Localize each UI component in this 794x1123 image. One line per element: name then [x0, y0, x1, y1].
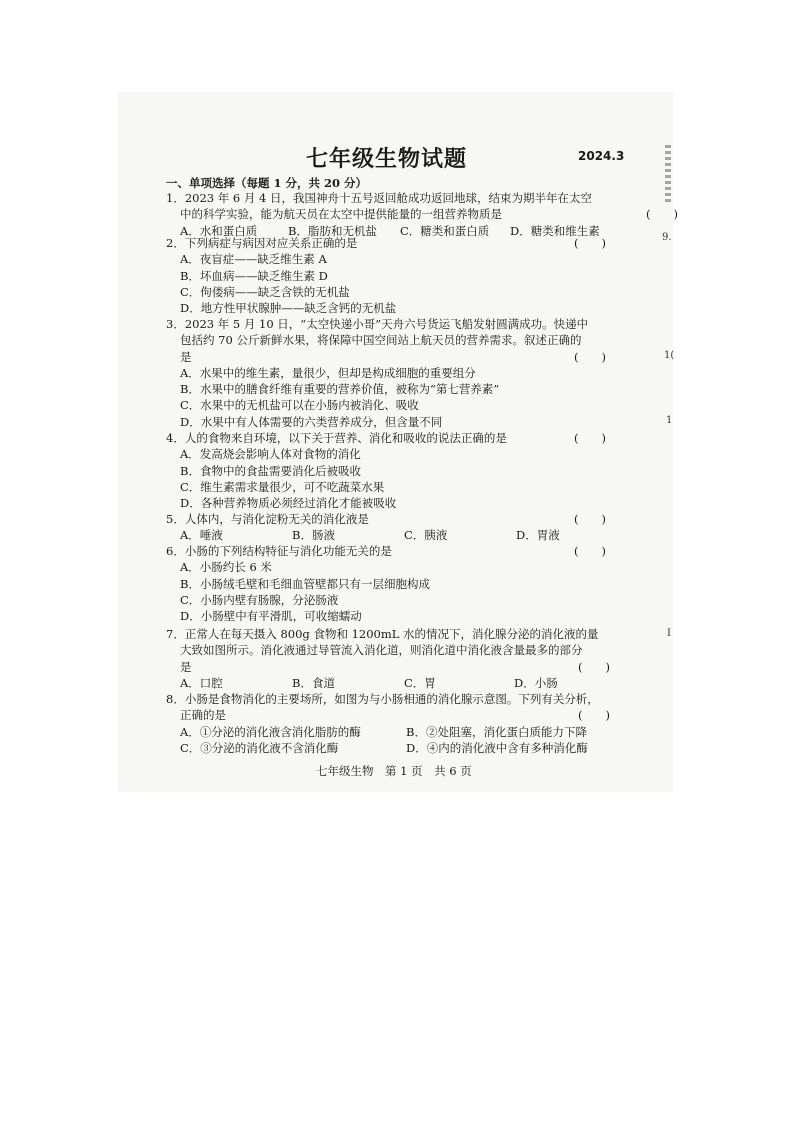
question-stem-line: 7．正常人在每天摄入 800g 食物和 1200mL 水的情况下，消化腺分泌的消化液的量 — [166, 627, 599, 641]
option-c: C．佝偻病——缺乏含铁的无机盐 — [180, 284, 350, 299]
option-d: D．胃液 — [516, 528, 560, 543]
options-row — [166, 675, 626, 691]
question-stem-line: 1．2023 年 6 月 4 日，我国神舟十五号返回舱成功返回地球，结束为期半年在太空 — [166, 191, 592, 205]
option-a: A．小肠约长 6 米 — [180, 560, 272, 575]
option-b: B．食道 — [292, 675, 335, 690]
question-2 — [166, 235, 606, 316]
option-a: A．水果中的维生素，量很少，但却是构成细胞的重要组分 — [180, 365, 476, 380]
option-b: B．坏血病——缺乏维生素 D — [180, 268, 328, 283]
option-b: B．水果中的膳食纤维有重要的营养价值，被称为“第七营养素” — [180, 382, 500, 397]
question-stem-line: 是 ( ) — [180, 349, 606, 364]
option-d: D．水果中有人体需要的六类营养成分，但含量不同 — [180, 414, 443, 429]
question-3 — [166, 316, 606, 430]
option-b: B．②处阻塞，消化蛋白质能力下降 — [406, 724, 587, 739]
binding-edge-marks — [665, 145, 671, 205]
question-stem-line: 8．小肠是食物消化的主要场所，如图为与小肠相通的消化腺示意图。下列有关分析， — [166, 692, 599, 706]
answer-paren: ( ) — [646, 207, 678, 222]
question-6 — [166, 543, 606, 624]
options-row — [166, 527, 606, 543]
option-c: C．糖类和蛋白质 — [400, 223, 490, 238]
question-stem-line: 是 ( ) — [180, 659, 610, 674]
option-d: D．地方性甲状腺肿——缺乏含钙的无机盐 — [180, 301, 397, 316]
option-c: C．③分泌的消化液不含消化酶 — [180, 740, 339, 755]
option-b: B．小肠绒毛壁和毛细血管壁都只有一层细胞构成 — [180, 576, 430, 591]
question-stem-line: 中的科学实验，能为航天员在太空中提供能量的一组营养物质是 ( ) — [180, 207, 678, 222]
question-4 — [166, 430, 606, 511]
question-stem-line: 4．人的食物来自环境，以下关于营养、消化和吸收的说法正确的是 ( ) — [166, 431, 606, 445]
section-heading: 一、单项选择（每题 1 分，共 20 分） — [166, 176, 368, 190]
option-a: A．口腔 — [180, 675, 223, 690]
answer-paren: ( ) — [574, 349, 606, 364]
page-title: 七年级生物试题 — [306, 146, 468, 172]
question-1 — [166, 190, 678, 239]
answer-paren: ( ) — [574, 236, 606, 250]
question-stem-line: 正确的是 ( ) — [180, 708, 610, 723]
answer-paren: ( ) — [574, 544, 606, 558]
option-a: A．①分泌的消化液含消化脂肪的酶 — [180, 724, 361, 739]
question-stem-line: 3．2023 年 5 月 10 日，“太空快递小哥”天舟六号货运飞船发射圆满成功。快递中 — [166, 317, 589, 331]
question-stem-line: 5．人体内，与消化淀粉无关的消化液是 ( ) — [166, 512, 606, 526]
question-5 — [166, 511, 606, 544]
option-c: C．胃 — [404, 675, 436, 690]
answer-paren: ( ) — [578, 659, 610, 674]
option-b: B．肠液 — [292, 528, 335, 543]
page-footer: 七年级生物 第 1 页 共 6 页 — [316, 764, 472, 778]
exam-date: 2024.3 — [578, 149, 625, 163]
option-a: A．水和蛋白质 — [180, 223, 258, 238]
option-d: D．④内的消化液中含有多种消化酶 — [406, 740, 588, 755]
question-stem-line: 2．下列病症与病因对应关系正确的是 ( ) — [166, 236, 606, 250]
answer-paren: ( ) — [574, 431, 606, 445]
option-b: B．脂肪和无机盐 — [288, 223, 377, 238]
edge-mark: 1( — [664, 350, 675, 361]
option-c: C．小肠内壁有肠腺，分泌肠液 — [180, 592, 339, 607]
option-d: D．糖类和维生素 — [510, 223, 600, 238]
edge-mark: 9. — [662, 232, 672, 243]
option-c: C．水果中的无机盐可以在小肠内被消化、吸收 — [180, 398, 419, 413]
edge-mark: 1 — [666, 415, 673, 426]
answer-paren: ( ) — [574, 512, 606, 526]
option-c: C．胰液 — [404, 528, 448, 543]
option-d: D．各种营养物质必须经过消化才能被吸收 — [180, 496, 397, 511]
option-b: B．食物中的食盐需要消化后被吸收 — [180, 463, 361, 478]
question-stem-line: 6．小肠的下列结构特征与消化功能无关的是 ( ) — [166, 544, 606, 558]
question-stem-line: 包括约 70 公斤新鲜水果，将保障中国空间站上航天员的营养需求。叙述正确的 — [180, 333, 582, 348]
option-a: A．夜盲症——缺乏维生素 A — [180, 252, 327, 267]
question-stem-line: 大致如图所示。消化液通过导管流入消化道，则消化道中消化液含量最多的部分 — [180, 643, 583, 658]
option-c: C．维生素需求量很少，可不吃蔬菜水果 — [180, 479, 385, 494]
option-a: A．唾液 — [180, 528, 223, 543]
question-8 — [166, 691, 626, 756]
option-d: D．小肠壁中有平滑肌，可收缩蠕动 — [180, 609, 362, 624]
option-d: D．小肠 — [514, 675, 558, 690]
option-a: A．发高烧会影响人体对食物的消化 — [180, 447, 361, 462]
edge-mark: I — [667, 628, 671, 639]
options-row — [166, 740, 626, 756]
question-7 — [166, 626, 626, 691]
answer-paren: ( ) — [578, 708, 610, 723]
options-row — [166, 724, 626, 740]
